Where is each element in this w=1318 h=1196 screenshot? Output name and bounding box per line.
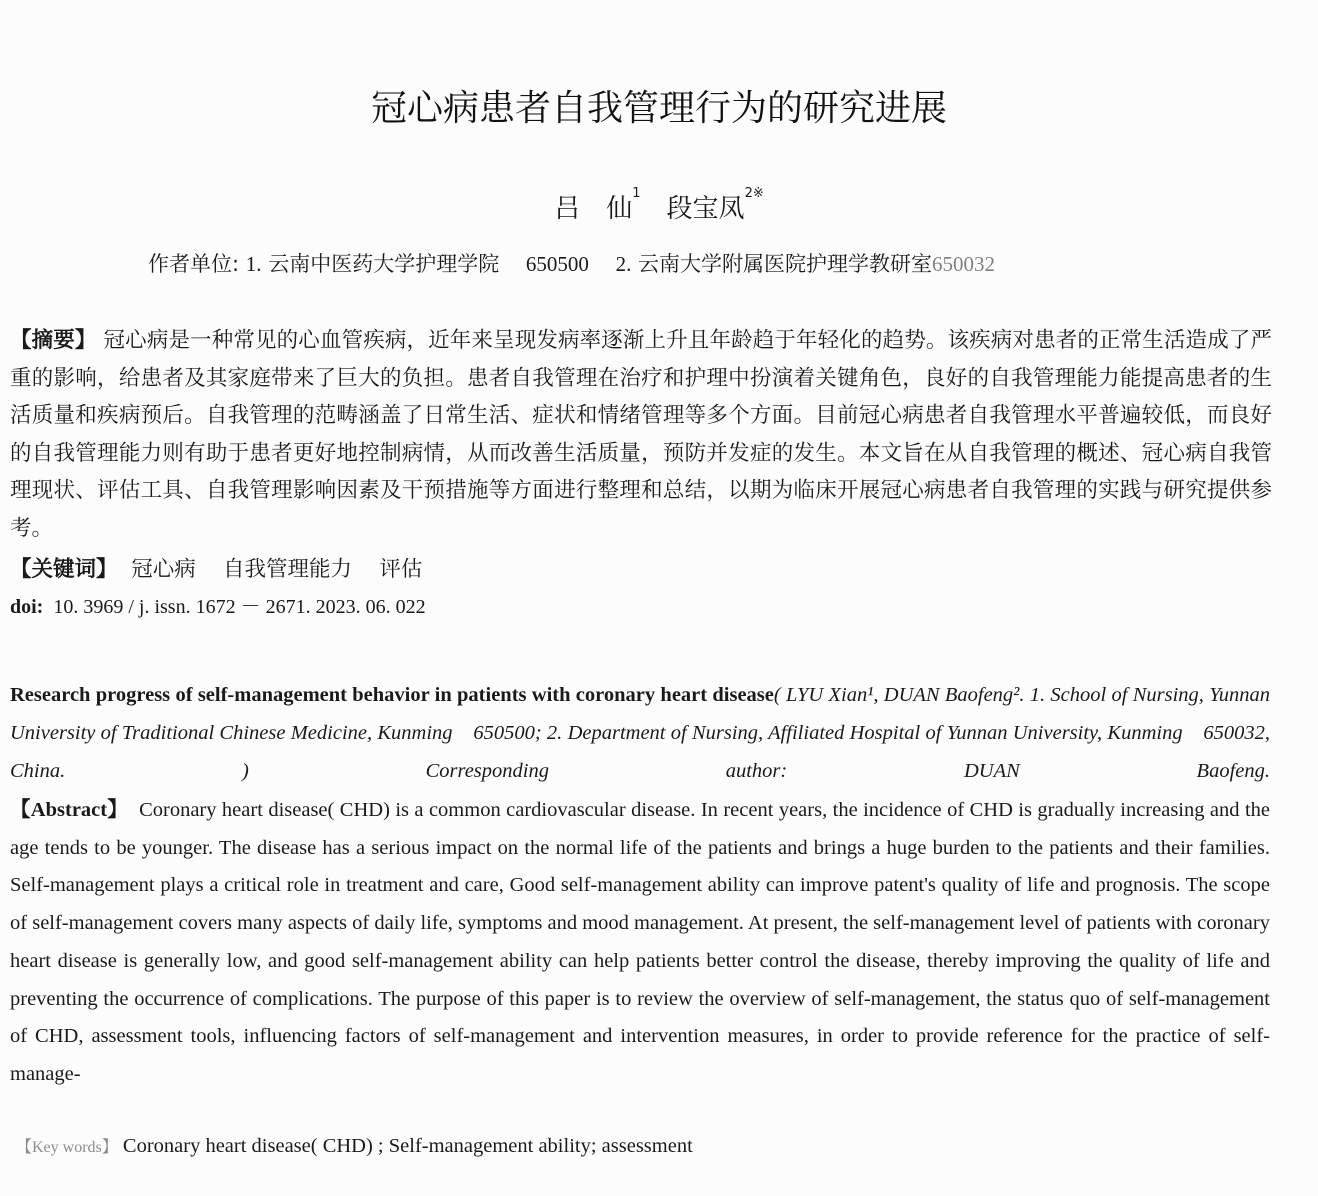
affiliation-number: 1.: [245, 252, 262, 276]
affiliation-number: 2.: [615, 252, 632, 276]
doi-line: [10, 590, 426, 619]
english-abstract: [10, 792, 1270, 1094]
english-authors: ( LYU Xian¹, DUAN Baofeng². 1. School of Nursing, Yunnan University of Traditional Chinese Medicine, Kunming 650500; 2. Department of Nursing, Affiliated Hospital of Yunnan University, Kunming 650032, China. ) Corresponding author: DUAN Baofeng.: [10, 684, 1270, 782]
chinese-abstract: [10, 322, 1272, 547]
affiliation-label: 作者单位:: [148, 252, 240, 276]
paper-title: 冠心病患者自我管理行为的研究进展: [370, 88, 947, 129]
author-affil-mark: 2※: [744, 186, 764, 201]
keywords-label: 【关键词】: [10, 557, 118, 582]
affiliation-name: 云南中医药大学护理学院: [268, 252, 500, 276]
author-name: 吕 仙: [554, 194, 633, 224]
affiliation-zip: 650500: [525, 252, 589, 276]
english-keywords-text: Coronary heart disease( CHD) ; Self-management ability; assessment: [122, 1135, 693, 1157]
english-abstract-label: 【Abstract】: [10, 799, 129, 821]
doi-value: 10. 3969 / j. issn. 1672 － 2671. 2023. 06. 022: [53, 596, 426, 618]
affiliation-name: 云南大学附属医院护理学教研室: [638, 252, 933, 276]
english-abstract-text: Coronary heart disease( CHD) is a common cardiovascular disease. In recent years, the incidence of CHD is gradually increasing and the age tends to be younger. The disease has a serious impact on the normal life of the patients and brings a huge burden to the patients and their families. Self-management plays a critical role in treatment and care, Good self-management ability can improve patent's quality of life and prognosis. The scope of self-management covers many aspects of daily life, symptoms and mood management. At present, the self-management level of patients with coronary heart disease is generally low, and good self-management ability can help patients better control the disease, thereby improving the quality of life and preventing the occurrence of complications. The purpose of this paper is to review the overview of self-management, the status quo of self-management of CHD, assessment tools, influencing factors of self-management and intervention measures, in order to provide reference for the practice of self-manage-: [10, 799, 1270, 1085]
author-name: 段宝凤: [666, 194, 745, 224]
chinese-keywords: [10, 552, 1272, 583]
doi-label: doi:: [10, 596, 44, 618]
keyword: 自我管理能力: [223, 557, 353, 582]
keyword: 评估: [379, 557, 423, 582]
abstract-text: 冠心病是一种常见的心血管疾病，近年来呈现发病率逐渐上升且年龄趋于年轻化的趋势。该疾病对患者的正常生活造成了严重的影响，给患者及其家庭带来了巨大的负担。患者自我管理在治疗和护理中扮演着关键角色，良好的自我管理能力能提高患者的生活质量和疾病预后。自我管理的范畴涵盖了日常生活、症状和情绪管理等多个方面。目前冠心病患者自我管理水平普遍较低，而良好的自我管理能力则有助于患者更好地控制病情，从而改善生活质量，预防并发症的发生。本文旨在从自我管理的概述、冠心病自我管理现状、评估工具、自我管理影响因素及干预措施等方面进行整理和总结，以期为临床开展冠心病患者自我管理的实践与研究提供参考。: [10, 328, 1272, 541]
abstract-label: 【摘要】: [10, 328, 97, 353]
affiliation-zip: 650032: [932, 252, 996, 276]
english-keywords-label: 【Key words】: [16, 1139, 118, 1156]
affiliation-line: [148, 248, 1278, 278]
english-title: Research progress of self-management behavior in patients with coronary heart disease: [10, 684, 774, 706]
keyword: 冠心病: [131, 557, 196, 582]
author-affil-mark: 1: [632, 186, 641, 201]
english-keywords: [16, 1134, 693, 1158]
author-list: [0, 188, 1318, 225]
english-title-block: [10, 676, 1270, 790]
